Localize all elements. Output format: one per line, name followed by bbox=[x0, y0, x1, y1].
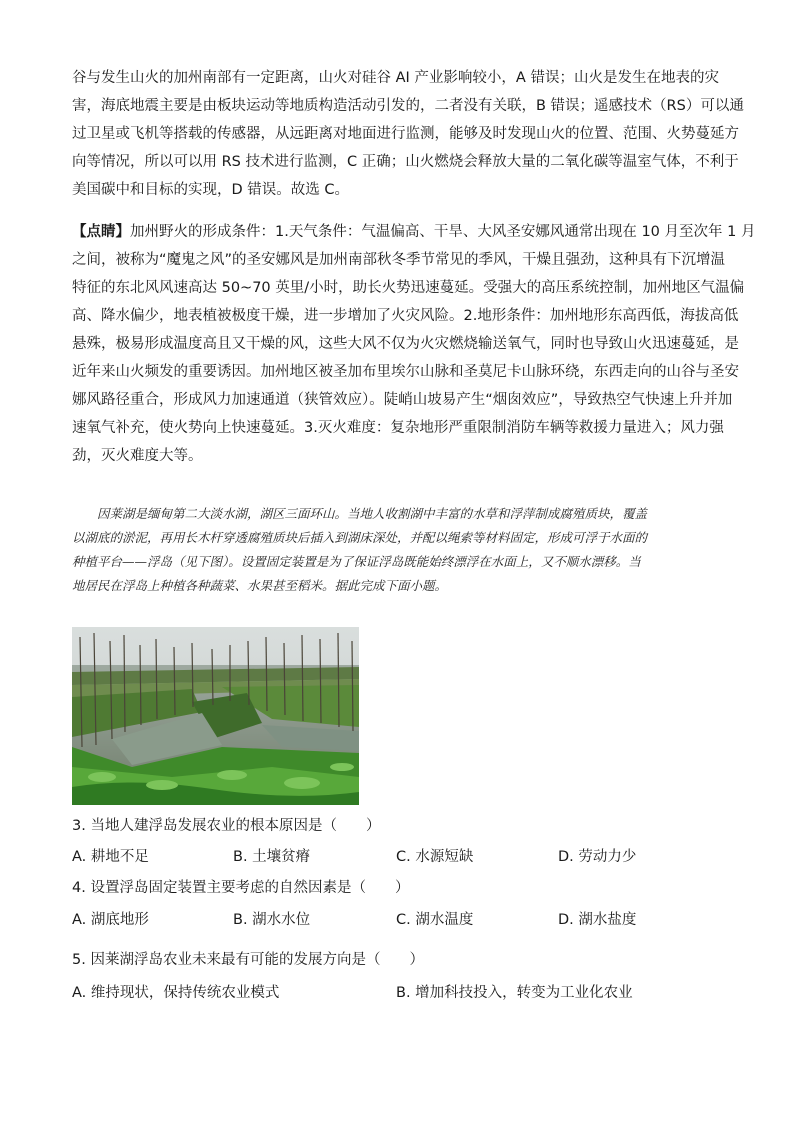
tip-first-line bbox=[72, 218, 756, 246]
question-4-option-b[interactable]: B. 湖水水位 bbox=[233, 912, 311, 928]
floating-island-photo bbox=[72, 627, 359, 805]
question-3-option-b[interactable]: B. 土壤贫瘠 bbox=[233, 849, 311, 865]
question-5-option-b[interactable]: B. 增加科技投入，转变为工业化农业 bbox=[396, 985, 633, 1001]
analysis-line: 谷与发生山火的加州南部有一定距离，山火对硅谷 AI 产业影响较小，A 错误；山火是发生在地表的灾 bbox=[72, 70, 719, 86]
passage-line: 因莱湖是缅甸第二大淡水湖，湖区三面环山。当地人收割湖中丰富的水草和浮萍制成腐殖质块，覆盖 bbox=[72, 506, 648, 521]
question-4-option-c[interactable]: C. 湖水温度 bbox=[396, 912, 474, 928]
tip-line: 劲，灭火难度大等。 bbox=[72, 448, 203, 464]
question-4-option-a[interactable]: A. 湖底地形 bbox=[72, 912, 149, 928]
question-3-option-c[interactable]: C. 水源短缺 bbox=[396, 849, 474, 865]
question-3-option-a[interactable]: A. 耕地不足 bbox=[72, 849, 149, 865]
tip-line: 近年来山火频发的重要诱因。加州地区被圣加布里埃尔山脉和圣莫尼卡山脉环绕，东西走向的山谷与圣安 bbox=[72, 364, 739, 380]
passage-line: 以湖底的淤泥，再用长木杆穿透腐殖质块后插入到湖床深处，并配以绳索等材料固定，形成可浮于水面的 bbox=[72, 530, 648, 545]
analysis-line: 害，海底地震主要是由板块运动等地质构造活动引发的，二者没有关联，B 错误；遥感技术（RS）可以通 bbox=[72, 98, 744, 114]
question-4-stem: 4. 设置浮岛固定装置主要考虑的自然因素是（ ） bbox=[72, 880, 410, 896]
floating-island-illustration bbox=[72, 627, 359, 805]
question-4-option-d[interactable]: D. 湖水盐度 bbox=[558, 912, 637, 928]
tip-line: 特征的东北风风速高达 50~70 英里/小时，助长火势迅速蔓延。受强大的高压系统控制，加州地区气温偏 bbox=[72, 280, 745, 296]
reading-passage bbox=[72, 502, 722, 598]
question-5-stem: 5. 因莱湖浮岛农业未来最有可能的发展方向是（ ） bbox=[72, 952, 424, 968]
tip-line: 速氧气补充，使火势向上快速蔓延。3.灭火难度：复杂地形严重限制消防车辆等救援力量进入；风力强 bbox=[72, 420, 724, 436]
analysis-line: 向等情况，所以可以用 RS 技术进行监测，C 正确；山火燃烧会释放大量的二氧化碳等温室气体，不利于 bbox=[72, 154, 739, 170]
question-3-option-d[interactable]: D. 劳动力少 bbox=[558, 849, 637, 865]
analysis-paragraph bbox=[72, 64, 744, 204]
question-3-stem: 3. 当地人建浮岛发展农业的根本原因是（ ） bbox=[72, 818, 381, 834]
tip-line: 娜风路径重合，形成风力加速通道（狭管效应）。陡峭山坡易产生“烟囱效应”，导致热空气快速上升并加 bbox=[72, 392, 733, 408]
passage-line: 种植平台——浮岛（见下图）。设置固定装置是为了保证浮岛既能始终漂浮在水面上，又不顺水漂移。当 bbox=[72, 554, 641, 569]
tip-line: 悬殊，极易形成温度高且又干燥的风，这些大风不仅为火灾燃烧输送氧气，同时也导致山火迅速蔓延，是 bbox=[72, 336, 739, 352]
tip-text: 加州野火的形成条件：1.天气条件：气温偏高、干旱、大风圣安娜风通常出现在 10 月至次年 1 月 bbox=[130, 224, 756, 240]
tip-label: 【点睛】 bbox=[72, 224, 130, 240]
tip-paragraph bbox=[72, 218, 756, 470]
analysis-line: 美国碳中和目标的实现，D 错误。故选 C。 bbox=[72, 182, 350, 198]
tip-line: 之间，被称为“魔鬼之风”的圣安娜风是加州南部秋冬季节常见的季风，干燥且强劲，这种具有下沉增温 bbox=[72, 252, 726, 268]
question-5-option-a[interactable]: A. 维持现状，保持传统农业模式 bbox=[72, 985, 280, 1001]
analysis-line: 过卫星或飞机等搭载的传感器，从远距离对地面进行监测，能够及时发现山火的位置、范围、火势蔓延方 bbox=[72, 126, 739, 142]
tip-line: 高、降水偏少，地表植被极度干燥，进一步增加了火灾风险。2.地形条件：加州地形东高西低，海拔高低 bbox=[72, 308, 739, 324]
passage-line: 地居民在浮岛上种植各种蔬菜、水果甚至稻米。据此完成下面小题。 bbox=[72, 578, 448, 593]
